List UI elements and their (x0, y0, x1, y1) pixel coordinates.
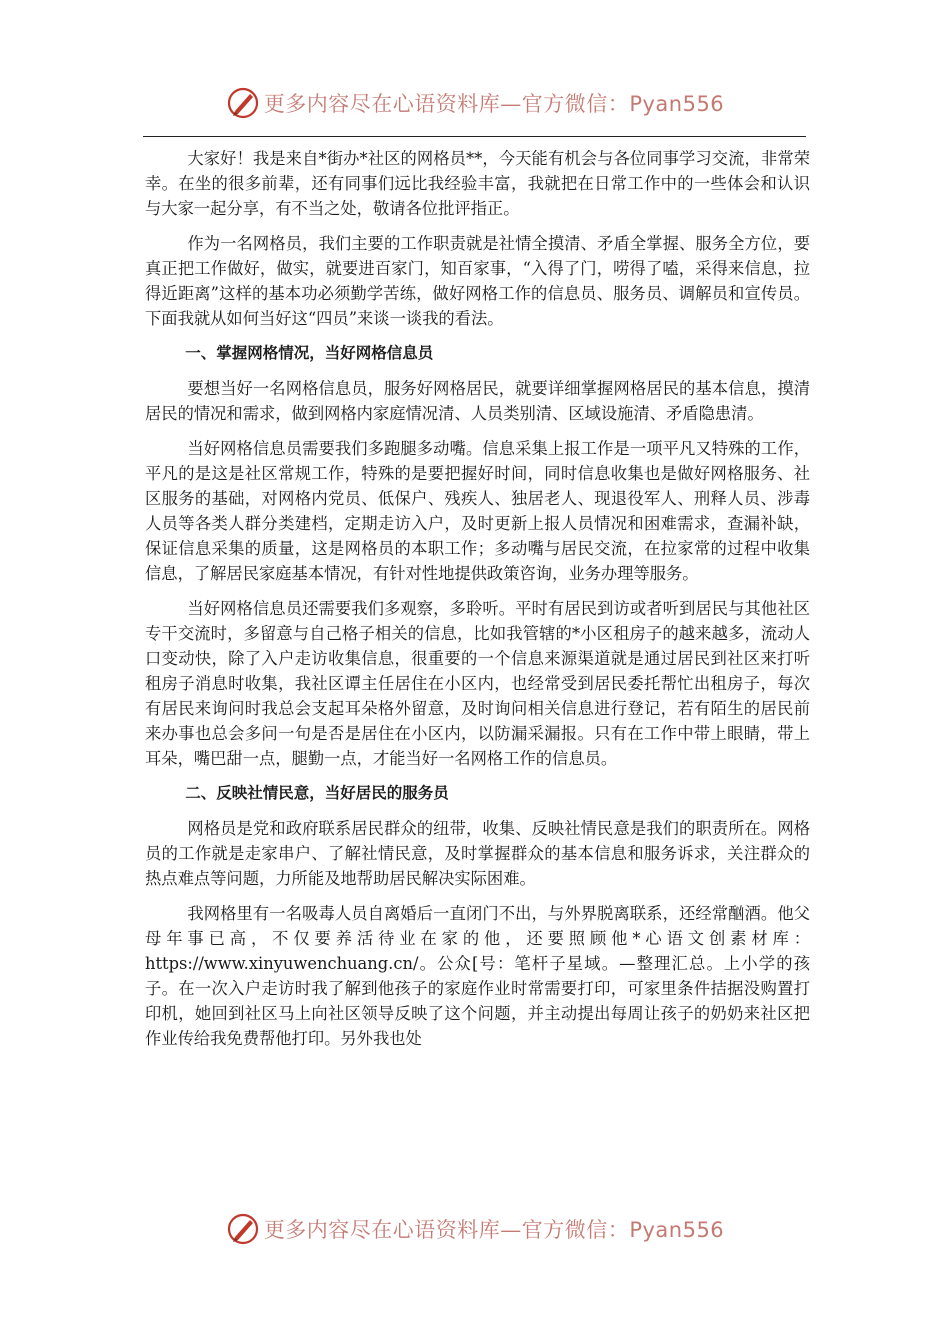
paragraph: 当好网格信息员还需要我们多观察，多聆听。平时有居民到访或者听到居民与其他社区专干交流时，多留意与自己格子相关的信息，比如我管辖的*小区租房子的越来越多，流动人口变动快，除了入户走访收集信息，很重要的一个信息来源渠道就是通过居民到社区来打听租房子消息时收集，我社区谭主任居住在小区内，也经常受到居民委托帮忙出租房子，每次有居民来询问时我总会支起耳朵格外留意，及时询问相关信息进行登记，若有陌生的居民前来办事也总会多问一句是否是居住在小区内，以防漏采漏报。只有在工作中带上眼睛，带上耳朵，嘴巴甜一点，腿勤一点，才能当好一名网格工作的信息员。 (145, 599, 810, 768)
paragraph: 我网格里有一名吸毒人员自离婚后一直闭门不出，与外界脱离联系，还经常酗酒。他父母年事已高，不仅要养活待业在家的他，还要照顾他*心语文创素材库：https://www.xinyuwenchuang.cn/。公众[号：笔杆子星域。—整理汇总。上小学的孩子。在一次入户走访时我了解到他孩子的家庭作业时常需要打印，可家里条件拮据没购置打印机，她回到社区马上向社区领导反映了这个问题，并主动提出每周让孩子的奶奶来社区把作业传给我免费帮他打印。另外我也处 (145, 904, 810, 1048)
header-rule (143, 136, 806, 137)
header-banner (0, 82, 950, 124)
paragraph: 作为一名网格员，我们主要的工作职责就是社情全摸清、矛盾全掌握、服务全方位，要真正把工作做好，做实，就要进百家门，知百家事，“入得了门，唠得了嗑，采得来信息，拉得近距离”这样的基本功必须勤学苦练，做好网格工作的信息员、服务员、调解员和宣传员。下面我就从如何当好这“四员”来谈一谈我的看法。 (145, 234, 810, 328)
banner-text: 更多内容尽在心语资料库—官方微信：Pyan556 (263, 92, 725, 116)
paragraph: 网格员是党和政府联系居民群众的纽带，收集、反映社情民意是我们的职责所在。网格员的工作就是走家串户、了解社情民意，及时掌握群众的基本信息和服务诉求，关注群众的热点难点等问题，力所能及地帮助居民解决实际困难。 (145, 819, 810, 888)
section-heading: 一、掌握网格情况，当好网格信息员 (185, 344, 434, 362)
banner-text: 更多内容尽在心语资料库—官方微信：Pyan556 (263, 1218, 725, 1242)
section-heading: 二、反映社情民意，当好居民的服务员 (185, 784, 449, 802)
pen-logo-icon (226, 86, 260, 120)
pen-logo-icon (226, 1212, 260, 1246)
document-body (145, 146, 810, 1061)
wechat-id: Pyan556 (629, 1218, 725, 1242)
paragraph: 当好网格信息员需要我们多跑腿多动嘴。信息采集上报工作是一项平凡又特殊的工作，平凡的是这是社区常规工作，特殊的是要把握好时间，同时信息收集也是做好网格服务、社区服务的基础，对网格内党员、低保户、残疾人、独居老人、现退役军人、刑释人员、涉毒人员等各类人群分类建档，定期走访入户，及时更新上报人员情况和困难需求，查漏补缺，保证信息采集的质量，这是网格员的本职工作；多动嘴与居民交流，在拉家常的过程中收集信息，了解居民家庭基本情况，有针对性地提供政策咨询，业务办理等服务。 (145, 439, 810, 583)
paragraph: 大家好！我是来自*街办*社区的网格员**，今天能有机会与各位同事学习交流，非常荣幸。在坐的很多前辈，还有同事们远比我经验丰富，我就把在日常工作中的一些体会和认识与大家一起分享，有不当之处，敬请各位批评指正。 (145, 149, 810, 218)
footer-banner (0, 1208, 950, 1250)
paragraph: 要想当好一名网格信息员，服务好网格居民，就要详细掌握网格居民的基本信息，摸清居民的情况和需求，做到网格内家庭情况清、人员类别清、区域设施清、矛盾隐患清。 (145, 379, 810, 423)
wechat-id: Pyan556 (629, 92, 725, 116)
